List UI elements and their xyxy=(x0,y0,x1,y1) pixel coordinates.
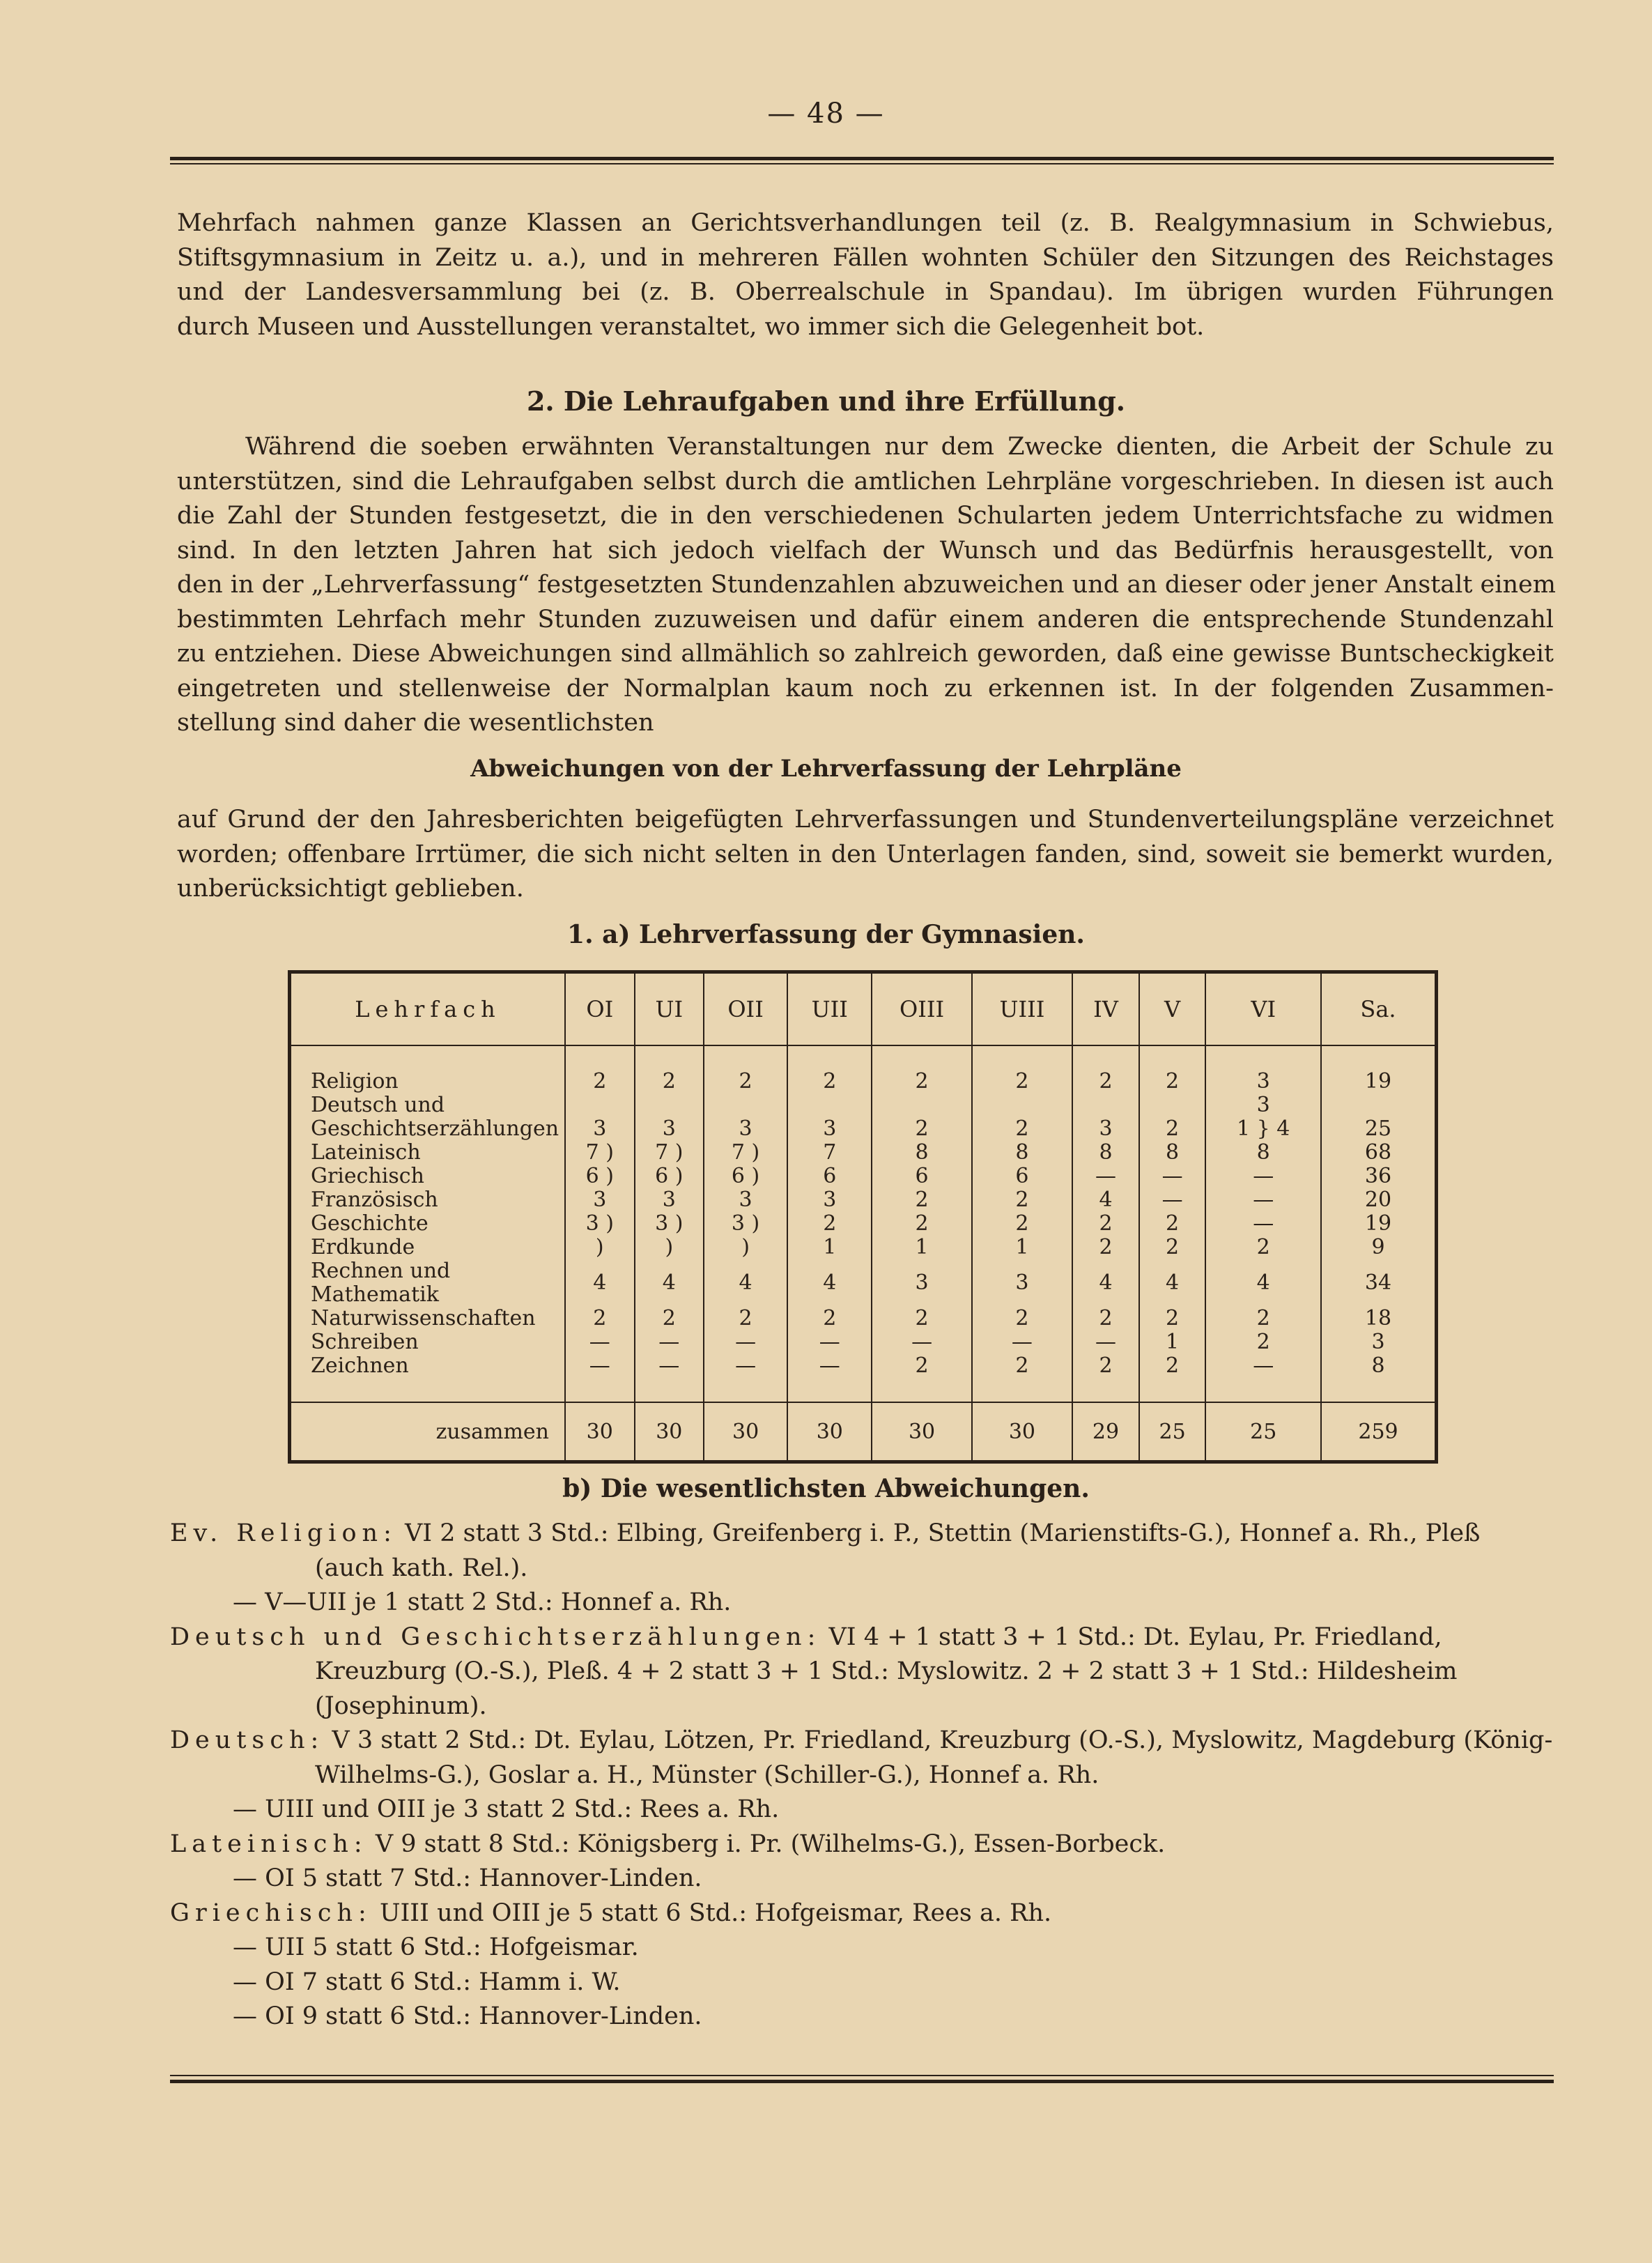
column-header: IV xyxy=(1072,972,1139,1046)
value-cell: 3 xyxy=(1205,1070,1321,1094)
value-cell: 3 xyxy=(872,1259,971,1307)
section-paragraph xyxy=(177,430,1554,741)
value-cell: 2 xyxy=(972,1212,1073,1236)
value-cell: 6 ) xyxy=(704,1165,787,1188)
value-cell: 2 xyxy=(872,1070,971,1094)
deviation-subject: Lateinisch: xyxy=(170,1829,368,1858)
subject-cell: Erdkunde xyxy=(311,1235,415,1259)
value-cell: 36 xyxy=(1321,1165,1437,1188)
deviation-entry xyxy=(170,1724,1557,1793)
value-cell: 2 xyxy=(1139,1307,1206,1330)
total-cell: 259 xyxy=(1321,1402,1437,1462)
value-cell: 3 xyxy=(635,1188,704,1212)
value-cell: 3 xyxy=(704,1117,787,1141)
text-line: zu entziehen. Diese Abweichungen sind allmählich so zahlreich geworden, daß eine gewisse Buntscheckigkeit xyxy=(177,640,1554,668)
value-cell: 2 xyxy=(872,1117,971,1141)
section-heading: 2. Die Lehraufgaben und ihre Erfüllung. xyxy=(526,385,1126,417)
deviation-entry xyxy=(170,1827,1557,1862)
page-number: — 48 — xyxy=(767,98,885,130)
value-cell: 2 xyxy=(1072,1236,1139,1259)
value-cell: 2 xyxy=(1205,1307,1321,1330)
value-cell: 3 xyxy=(704,1188,787,1212)
value-cell: — xyxy=(704,1330,787,1354)
table-row xyxy=(290,1212,1437,1236)
value-cell: — xyxy=(1072,1330,1139,1354)
total-cell: 30 xyxy=(565,1402,635,1462)
value-cell: 34 xyxy=(1321,1259,1437,1307)
text-line: die Zahl der Stunden festgesetzt, die in den verschiedenen Schularten jedem Unterrichtsfache zu widmen xyxy=(177,502,1554,530)
deviation-entry xyxy=(170,1620,1557,1724)
subject-cell: Naturwissenschaften xyxy=(311,1306,536,1330)
value-cell: — xyxy=(1205,1212,1321,1236)
text-line: den in der „Lehrverfassung“ festgesetzten Stundenzahlen abzuweichen und an dieser oder jener Anstalt einem xyxy=(177,571,1556,599)
value-cell: 3 xyxy=(787,1117,872,1141)
footer-rule xyxy=(170,2080,1554,2083)
value-cell: 1 xyxy=(787,1236,872,1259)
value-cell xyxy=(635,1094,704,1117)
subject-cell: Französisch xyxy=(311,1188,438,1212)
column-header-subject: Lehrfach xyxy=(290,972,566,1046)
subject-cell: Geschichte xyxy=(311,1211,429,1236)
table-row xyxy=(290,1307,1437,1330)
deviation-subject: Deutsch: xyxy=(170,1726,325,1754)
value-cell: 2 xyxy=(1139,1212,1206,1236)
table-row xyxy=(290,1188,1437,1212)
value-cell: — xyxy=(1205,1188,1321,1212)
value-cell: 1 xyxy=(872,1236,971,1259)
value-cell: 4 xyxy=(1139,1259,1206,1307)
column-header: OI xyxy=(565,972,635,1046)
total-cell: 30 xyxy=(635,1402,704,1462)
value-cell: 2 xyxy=(872,1354,971,1378)
deviation-text: V 9 statt 8 Std.: Königsberg i. Pr. (Wilhelms-G.), Essen-Borbeck. xyxy=(375,1829,1166,1858)
subject-cell: Geschichtserzählungen xyxy=(311,1117,559,1141)
deviation-entry xyxy=(170,1517,1557,1586)
table-row xyxy=(290,1094,1437,1117)
text-line: durch Museen und Ausstellungen veranstaltet, wo immer sich die Gelegenheit bot. xyxy=(177,312,1205,341)
value-cell: 2 xyxy=(704,1070,787,1094)
deviation-subentry: — V—UII je 1 statt 2 Std.: Honnef a. Rh. xyxy=(233,1588,732,1616)
value-cell xyxy=(1139,1094,1206,1117)
value-cell: 2 xyxy=(787,1070,872,1094)
value-cell: 3 xyxy=(565,1188,635,1212)
value-cell: — xyxy=(635,1330,704,1354)
column-header: OII xyxy=(704,972,787,1046)
total-cell: 25 xyxy=(1205,1402,1321,1462)
subject-cell: Religion xyxy=(311,1069,399,1094)
deviation-text: VI 4 + 1 statt 3 + 1 Std.: Dt. Eylau, Pr. Friedland, Kreuzburg (O.-S.), Pleß. 4 + 2 statt 3 + 1 Std.: Myslowitz. 2 + 2 statt 3 + 1 Std.: Hildesheim (Josephinum). xyxy=(315,1623,1458,1720)
table-spacer xyxy=(290,1045,1437,1070)
table-header-row xyxy=(290,972,1437,1046)
value-cell: 19 xyxy=(1321,1212,1437,1236)
deviation-subject: Griechisch: xyxy=(170,1898,372,1927)
value-cell: 3 ) xyxy=(565,1212,635,1236)
deviations-list xyxy=(170,1517,1557,2034)
column-header: UIII xyxy=(972,972,1073,1046)
value-cell: 2 xyxy=(1205,1330,1321,1354)
text-line: unberücksichtigt geblieben. xyxy=(177,875,524,903)
value-cell: — xyxy=(1205,1165,1321,1188)
value-cell xyxy=(565,1094,635,1117)
value-cell: — xyxy=(1205,1354,1321,1378)
text-line: Mehrfach nahmen ganze Klassen an Gerichtsverhandlungen teil (z. B. Realgymnasium in Schwiebus, xyxy=(177,209,1554,237)
total-label: zusammen xyxy=(290,1402,566,1462)
value-cell: ) xyxy=(565,1236,635,1259)
value-cell: 2 xyxy=(635,1070,704,1094)
deviation-subentry: — UII 5 statt 6 Std.: Hofgeismar. xyxy=(233,1933,639,1961)
value-cell: 2 xyxy=(1139,1117,1206,1141)
value-cell: 7 ) xyxy=(565,1141,635,1165)
value-cell: 4 xyxy=(1072,1188,1139,1212)
total-cell: 30 xyxy=(787,1402,872,1462)
table-spacer xyxy=(290,1378,1437,1402)
subject-cell: Rechnen und Mathematik xyxy=(311,1259,451,1307)
value-cell: 3 xyxy=(1205,1094,1321,1117)
value-cell: 8 xyxy=(1321,1354,1437,1378)
total-cell: 29 xyxy=(1072,1402,1139,1462)
value-cell: — xyxy=(1072,1165,1139,1188)
value-cell: — xyxy=(704,1354,787,1378)
deviation-subject: Deutsch und Geschichtserzählungen: xyxy=(170,1623,821,1651)
value-cell xyxy=(787,1094,872,1117)
column-header: UII xyxy=(787,972,872,1046)
table-title: 1. a) Lehrverfassung der Gymnasien. xyxy=(567,920,1085,949)
value-cell: 8 xyxy=(972,1141,1073,1165)
text-line: worden; offenbare Irrtümer, die sich nicht selten in den Unterlagen fanden, sind, soweit sie bemerkt wurden, xyxy=(177,840,1554,868)
value-cell: 3 ) xyxy=(704,1212,787,1236)
column-header: VI xyxy=(1205,972,1321,1046)
value-cell: 2 xyxy=(872,1188,971,1212)
value-cell: 2 xyxy=(1072,1307,1139,1330)
text-line: eingetreten und stellenweise der Normalplan kaum noch zu erkennen ist. In der folgenden Zusammen- xyxy=(177,674,1554,703)
deviation-subentry: — OI 7 statt 6 Std.: Hamm i. W. xyxy=(233,1967,621,1996)
table-row xyxy=(290,1141,1437,1165)
value-cell: 2 xyxy=(1139,1236,1206,1259)
value-cell: — xyxy=(972,1330,1073,1354)
deviation-subentry: — UIII und OIII je 3 statt 2 Std.: Rees a. Rh. xyxy=(233,1795,780,1823)
deviation-text: VI 2 statt 3 Std.: Elbing, Greifenberg i. P., Stettin (Marienstifts-G.), Honnef a. Rh., Pleß (auch kath. Rel.). xyxy=(315,1519,1481,1582)
value-cell: 4 xyxy=(1072,1259,1139,1307)
value-cell: 6 ) xyxy=(565,1165,635,1188)
value-cell: 2 xyxy=(787,1212,872,1236)
table-total-row xyxy=(290,1402,1437,1462)
value-cell: 2 xyxy=(972,1354,1073,1378)
value-cell: 2 xyxy=(704,1307,787,1330)
value-cell: 1 } 4 xyxy=(1205,1117,1321,1141)
table-row xyxy=(290,1070,1437,1094)
table-row xyxy=(290,1354,1437,1378)
total-cell: 30 xyxy=(972,1402,1073,1462)
value-cell: 2 xyxy=(872,1212,971,1236)
text-line: stellung sind daher die wesentlichsten xyxy=(177,709,654,737)
value-cell: 3 xyxy=(1072,1117,1139,1141)
subject-cell: Griechisch xyxy=(311,1164,424,1188)
table-row xyxy=(290,1330,1437,1354)
value-cell: 8 xyxy=(1072,1141,1139,1165)
value-cell xyxy=(972,1094,1073,1117)
column-header: UI xyxy=(635,972,704,1046)
value-cell: 8 xyxy=(1139,1141,1206,1165)
value-cell: — xyxy=(872,1330,971,1354)
value-cell: 4 xyxy=(635,1259,704,1307)
deviation-subject: Ev. Religion: xyxy=(170,1519,397,1547)
value-cell: 1 xyxy=(1139,1330,1206,1354)
column-header: OIII xyxy=(872,972,971,1046)
deviations-heading: b) Die wesentlichsten Abweichungen. xyxy=(562,1474,1090,1503)
total-cell: 30 xyxy=(704,1402,787,1462)
value-cell: ) xyxy=(635,1236,704,1259)
deviation-subentry: — OI 9 statt 6 Std.: Hannover-Linden. xyxy=(233,2002,702,2030)
value-cell: 18 xyxy=(1321,1307,1437,1330)
value-cell: — xyxy=(1139,1165,1206,1188)
value-cell: 1 xyxy=(972,1236,1073,1259)
value-cell xyxy=(1072,1094,1139,1117)
value-cell: — xyxy=(1139,1188,1206,1212)
value-cell: — xyxy=(565,1330,635,1354)
value-cell: 2 xyxy=(972,1070,1073,1094)
table-row xyxy=(290,1259,1437,1307)
value-cell xyxy=(704,1094,787,1117)
header-rule xyxy=(170,157,1554,160)
value-cell: 2 xyxy=(635,1307,704,1330)
value-cell: 25 xyxy=(1321,1117,1437,1141)
value-cell: 6 xyxy=(872,1165,971,1188)
text-line: bestimmten Lehrfach mehr Stunden zuzuweisen und dafür einem anderen die entsprechende Stundenzahl xyxy=(177,605,1554,634)
subject-cell: Lateinisch xyxy=(311,1140,421,1165)
text-line: Während die soeben erwähnten Veranstaltungen nur dem Zwecke dienten, die Arbeit der Schule zu xyxy=(245,433,1554,461)
column-header: Sa. xyxy=(1321,972,1437,1046)
deviation-entry xyxy=(170,1896,1557,1931)
value-cell: 2 xyxy=(972,1307,1073,1330)
value-cell: 3 xyxy=(972,1259,1073,1307)
footer-rule-thin xyxy=(170,2075,1554,2076)
subheading: Abweichungen von der Lehrverfassung der Lehrpläne xyxy=(470,755,1182,783)
value-cell: — xyxy=(787,1354,872,1378)
value-cell: 4 xyxy=(704,1259,787,1307)
subject-cell: Zeichnen xyxy=(311,1353,409,1378)
value-cell: 7 xyxy=(787,1141,872,1165)
value-cell: 2 xyxy=(1205,1236,1321,1259)
value-cell: 7 ) xyxy=(704,1141,787,1165)
value-cell: 2 xyxy=(565,1307,635,1330)
subject-cell: Schreiben xyxy=(311,1330,419,1354)
value-cell: 3 ) xyxy=(635,1212,704,1236)
value-cell: 6 ) xyxy=(635,1165,704,1188)
value-cell: 4 xyxy=(787,1259,872,1307)
deviation-text: V 3 statt 2 Std.: Dt. Eylau, Lötzen, Pr. Friedland, Kreuzburg (O.-S.), Myslowitz, Magdeburg (König-Wilhelms-G.), Goslar a. H., Münster (Schiller-G.), Honnef a. Rh. xyxy=(315,1726,1553,1789)
value-cell: 3 xyxy=(635,1117,704,1141)
value-cell: 2 xyxy=(1072,1354,1139,1378)
value-cell: 4 xyxy=(565,1259,635,1307)
header-rule-thin xyxy=(170,163,1554,164)
text-line: auf Grund der den Jahresberichten beigefügten Lehrverfassungen und Stundenverteilungspläne verzeichnet xyxy=(177,806,1554,834)
value-cell: 2 xyxy=(972,1117,1073,1141)
value-cell: 2 xyxy=(972,1188,1073,1212)
deviation-text: UIII und OIII je 5 statt 6 Std.: Hofgeismar, Rees a. Rh. xyxy=(379,1898,1052,1927)
value-cell: 9 xyxy=(1321,1236,1437,1259)
value-cell: 2 xyxy=(1072,1212,1139,1236)
value-cell: 19 xyxy=(1321,1070,1437,1094)
value-cell: 2 xyxy=(1072,1070,1139,1094)
value-cell: 8 xyxy=(1205,1141,1321,1165)
value-cell: — xyxy=(635,1354,704,1378)
table-row xyxy=(290,1165,1437,1188)
value-cell: 68 xyxy=(1321,1141,1437,1165)
value-cell xyxy=(872,1094,971,1117)
value-cell: 3 xyxy=(1321,1330,1437,1354)
value-cell: 6 xyxy=(972,1165,1073,1188)
value-cell: 3 xyxy=(565,1117,635,1141)
value-cell: 2 xyxy=(1139,1070,1206,1094)
value-cell: ) xyxy=(704,1236,787,1259)
value-cell: 3 xyxy=(787,1188,872,1212)
subheading-paragraph xyxy=(177,803,1554,907)
value-cell: — xyxy=(565,1354,635,1378)
deviation-subentry: — OI 5 statt 7 Std.: Hannover-Linden. xyxy=(233,1864,702,1892)
value-cell: 6 xyxy=(787,1165,872,1188)
text-line: sind. In den letzten Jahren hat sich jedoch vielfach der Wunsch und das Bedürfnis herausgestellt, von xyxy=(177,536,1554,565)
value-cell xyxy=(1321,1094,1437,1117)
value-cell: 8 xyxy=(872,1141,971,1165)
value-cell: — xyxy=(787,1330,872,1354)
value-cell: 2 xyxy=(565,1070,635,1094)
table-row xyxy=(290,1236,1437,1259)
total-cell: 30 xyxy=(872,1402,971,1462)
value-cell: 7 ) xyxy=(635,1141,704,1165)
text-line: unterstützen, sind die Lehraufgaben selbst durch die amtlichen Lehrpläne vorgeschrieben. In diesen ist auch xyxy=(177,467,1554,496)
value-cell: 2 xyxy=(787,1307,872,1330)
value-cell: 2 xyxy=(872,1307,971,1330)
total-cell: 25 xyxy=(1139,1402,1206,1462)
subject-cell: Deutsch und xyxy=(311,1093,445,1117)
intro-paragraph xyxy=(177,206,1554,344)
curriculum-table xyxy=(288,970,1438,1464)
value-cell: 4 xyxy=(1205,1259,1321,1307)
value-cell: 20 xyxy=(1321,1188,1437,1212)
value-cell: 2 xyxy=(1139,1354,1206,1378)
text-line: Stiftsgymnasium in Zeitz u. a.), und in mehreren Fällen wohnten Schüler den Sitzungen des Reichstages xyxy=(177,243,1554,272)
table-row xyxy=(290,1117,1437,1141)
text-line: und der Landesversammlung bei (z. B. Oberrealschule in Spandau). Im übrigen wurden Führungen xyxy=(177,278,1554,306)
column-header: V xyxy=(1139,972,1206,1046)
